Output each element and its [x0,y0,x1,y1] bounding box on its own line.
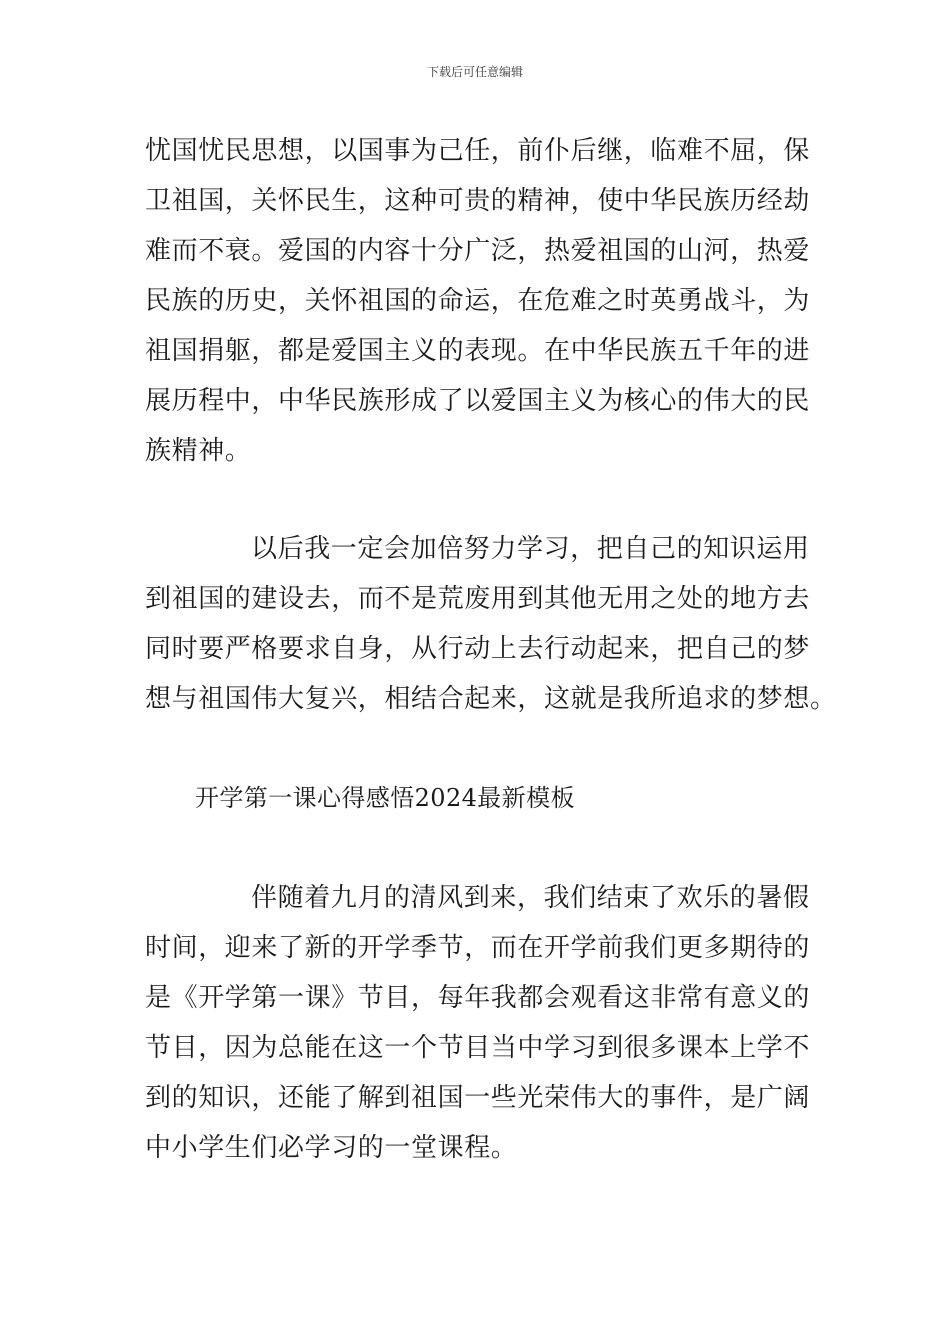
text-line: 节目，因为总能在这一个节目当中学习到很多课本上学不 [145,1033,811,1063]
text-line: 民族的历史，关怀祖国的命运，在危难之时英勇战斗，为 [145,286,811,316]
text-line: 以后我一定会加倍努力学习，把自己的知识运用 [251,534,810,564]
text-line: 想与祖国伟大复兴，相结合起来，这就是我所追求的梦想。 [145,684,837,714]
text-line: 同时要严格要求自身，从行动上去行动起来，把自己的梦 [145,634,811,664]
text-line: 时间，迎来了新的开学季节，而在开学前我们更多期待的 [145,933,811,963]
header-note: 下载后可任意编辑 [426,65,523,79]
paragraph-future-study [145,524,837,724]
text-line: 卫祖国，关怀民生，这种可贵的精神，使中华民族历经劫 [145,186,811,216]
text-line: 到的知识，还能了解到祖国一些光荣伟大的事件，是广阔 [145,1083,811,1113]
text-line: 族精神。 [145,436,252,466]
text-line: 展历程中，中华民族形成了以爱国主义为核心的伟大的民 [145,386,811,416]
paragraph-patriotism [145,126,811,476]
text-line: 忧国忧民思想，以国事为己任，前仆后继，临难不屈，保 [145,136,811,166]
text-line: 到祖国的建设去，而不是荒废用到其他无用之处的地方去 [145,584,811,614]
text-line: 伴随着九月的清风到来，我们结束了欢乐的暑假 [251,883,810,913]
paragraph-first-lesson [145,873,811,1173]
text-line: 难而不衰。爱国的内容十分广泛，热爱祖国的山河，热爱 [145,236,811,266]
text-line: 是《开学第一课》节目，每年我都会观看这非常有意义的 [145,983,811,1013]
section-heading: 开学第一课心得感悟2024最新模板 [195,784,575,812]
text-line: 中小学生们必学习的一堂课程。 [145,1133,518,1163]
text-line: 祖国捐躯，都是爱国主义的表现。在中华民族五千年的进 [145,336,811,366]
